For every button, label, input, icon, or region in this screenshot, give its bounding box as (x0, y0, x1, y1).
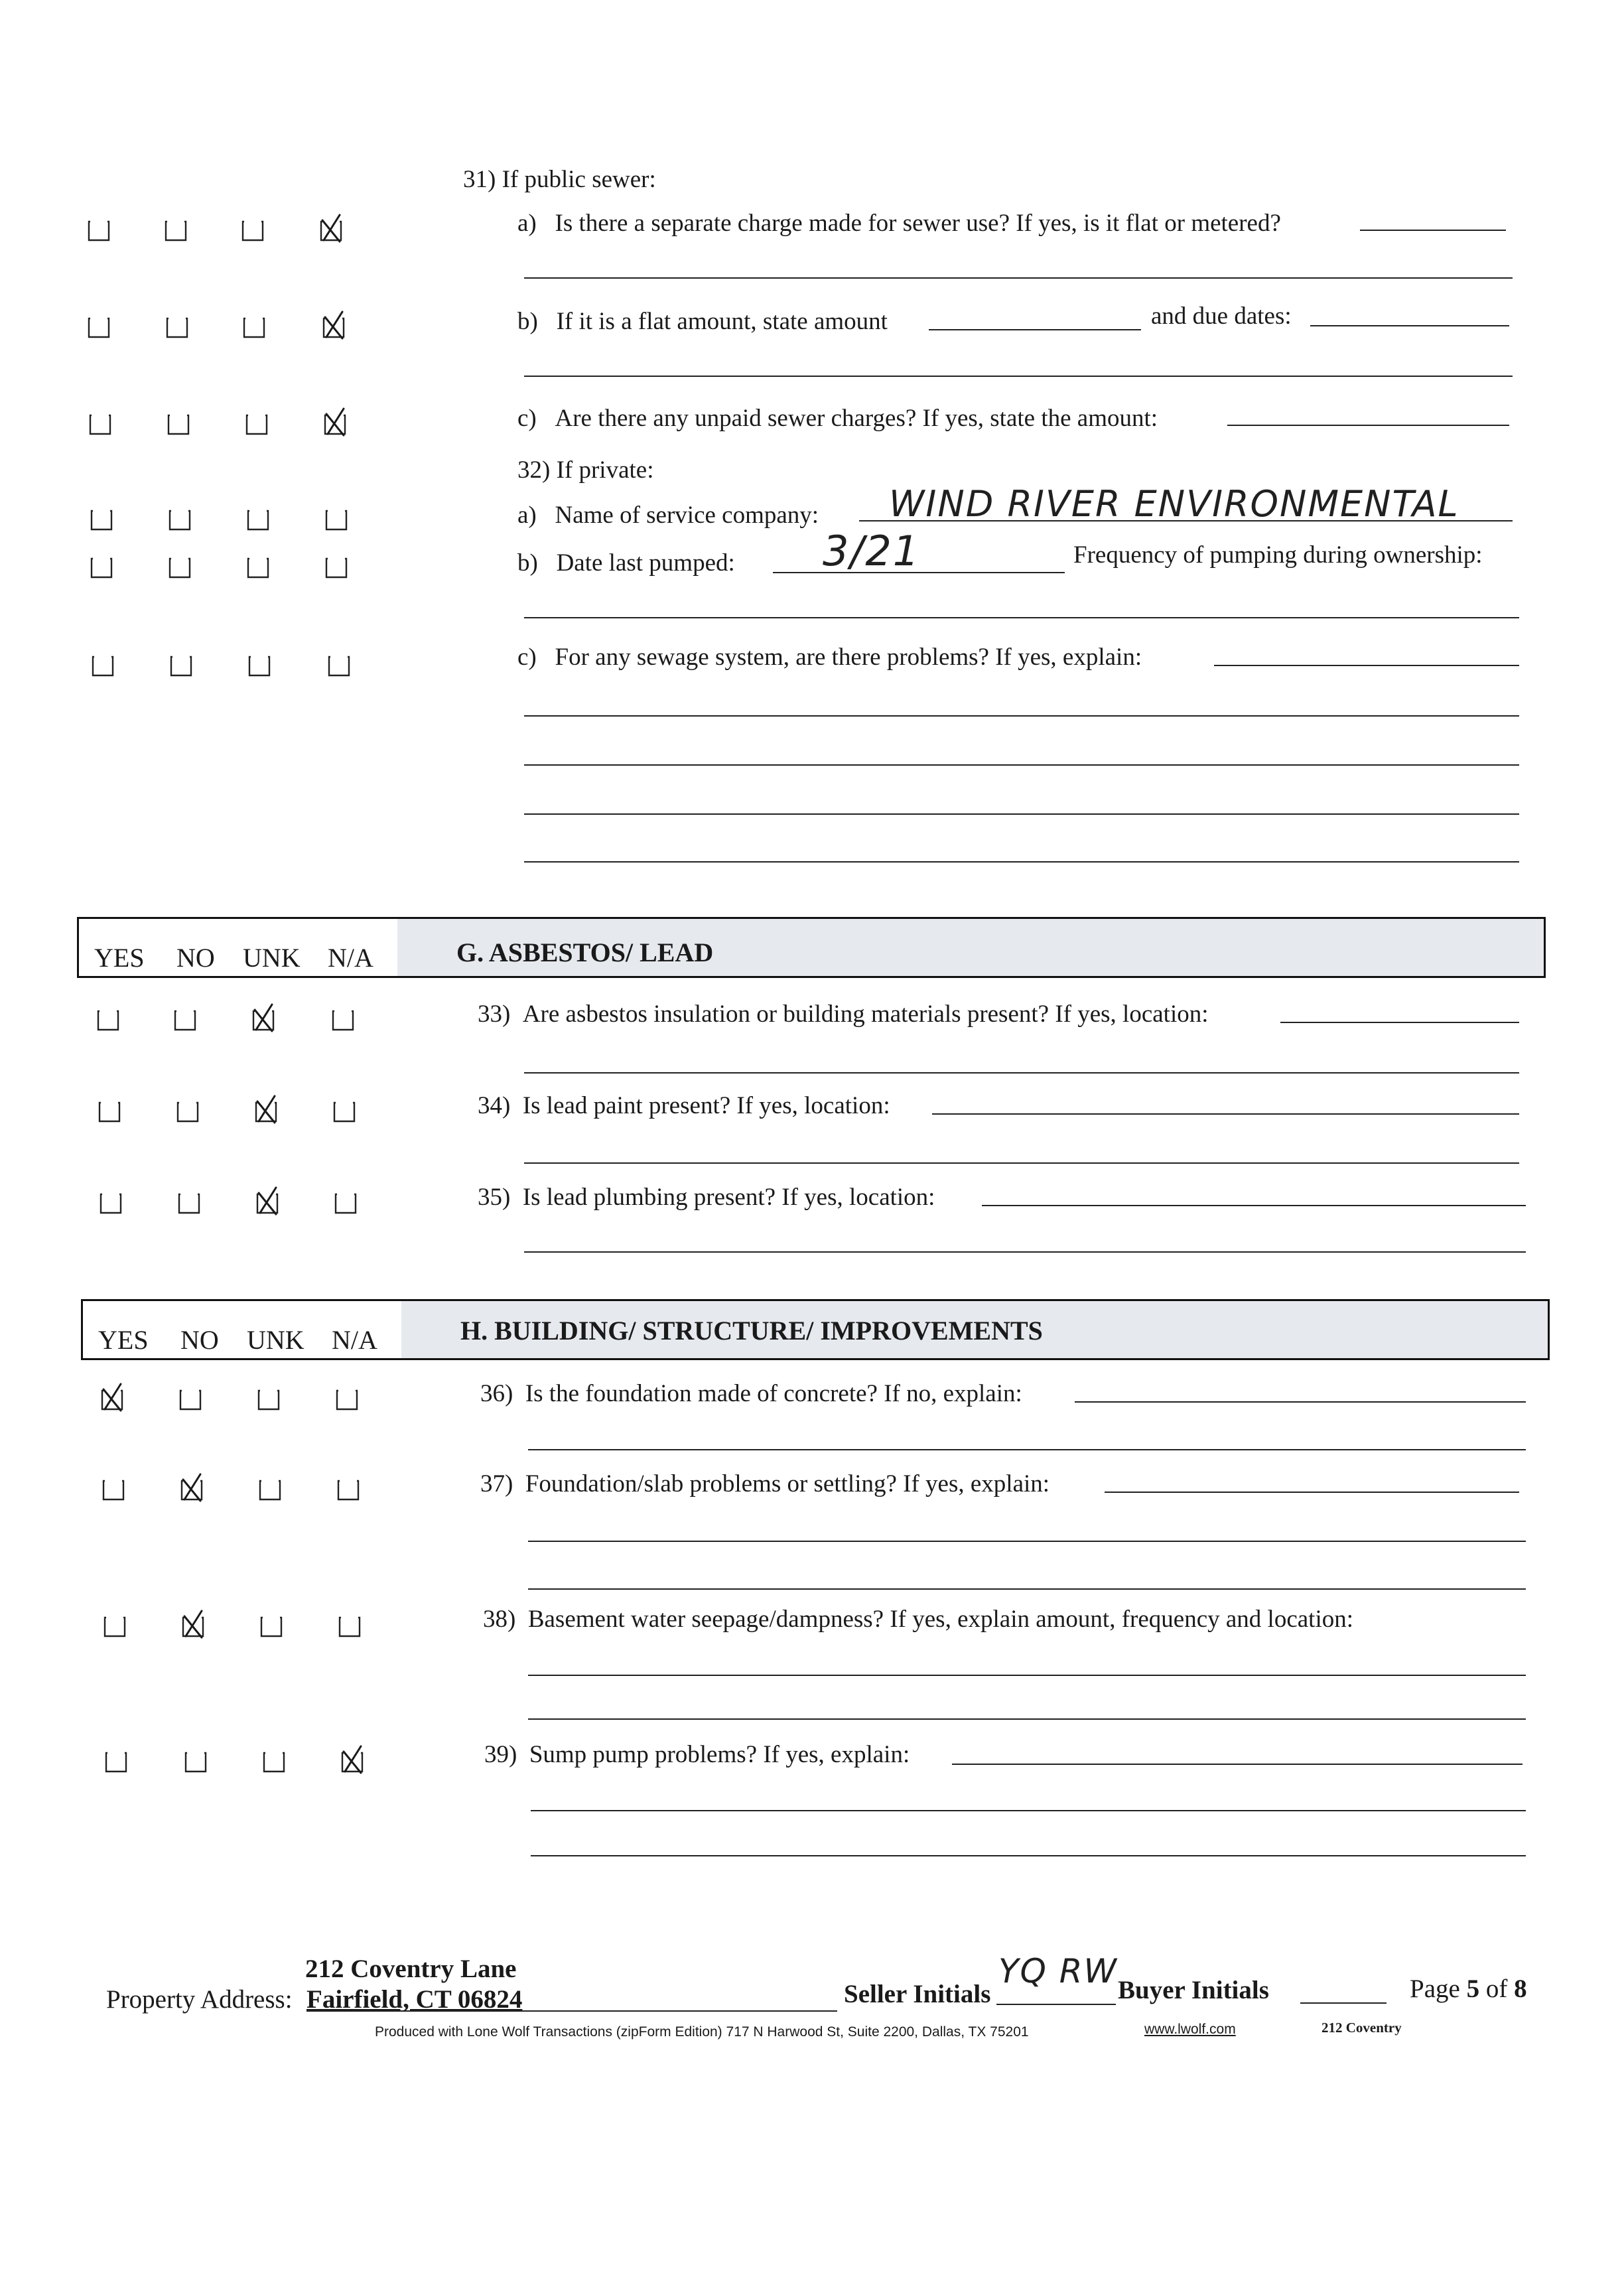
checkbox-bracket-icon (332, 1008, 354, 1031)
answer-line[interactable] (1214, 665, 1519, 666)
check-mark-icon (257, 1096, 275, 1123)
answer-line[interactable] (524, 813, 1519, 815)
checkbox-bracket-icon (89, 413, 111, 435)
q36-checkbox-na[interactable] (336, 1388, 358, 1411)
q39-checkbox-yes[interactable] (105, 1750, 127, 1773)
checkbox-bracket-icon (247, 556, 269, 579)
checkbox-bracket-icon (102, 1478, 125, 1501)
section-h-title: H. BUILDING/ STRUCTURE/ IMPROVEMENTS (460, 1316, 1043, 1346)
answer-line[interactable] (528, 1588, 1526, 1590)
page-of: of (1479, 1975, 1515, 2003)
col-yes: YES (94, 943, 145, 973)
page-current: 5 (1466, 1975, 1480, 2003)
service-company-answer: WIND RIVER ENVIRONMENTAL (889, 483, 1459, 525)
buyer-initials-field[interactable] (1300, 2002, 1387, 2004)
seller-initials-field[interactable] (996, 2004, 1116, 2005)
q31a-checkbox-yes[interactable] (88, 219, 110, 242)
col-unk: UNK (243, 943, 301, 973)
checkbox-bracket-icon (320, 219, 342, 242)
check-mark-icon (326, 409, 344, 435)
answer-line[interactable] (1280, 1022, 1519, 1023)
q33-checkbox-unk[interactable] (252, 1008, 275, 1031)
checkbox-bracket-icon (338, 1615, 361, 1637)
q34-text: 34) Is lead paint present? If yes, location: (478, 1092, 890, 1119)
q37-checkbox-unk[interactable] (259, 1478, 281, 1501)
answer-line[interactable] (524, 861, 1519, 863)
q39-checkbox-unk[interactable] (263, 1750, 285, 1773)
answer-line[interactable] (528, 1449, 1526, 1450)
answer-line[interactable] (528, 1675, 1526, 1676)
checkbox-bracket-icon (328, 654, 350, 677)
q34-checkbox-na[interactable] (333, 1100, 356, 1123)
q31b-due-text: and due dates: (1151, 303, 1292, 330)
q31c-checkbox-unk[interactable] (245, 413, 268, 435)
q32a-checkbox-no[interactable] (169, 508, 191, 531)
checkbox-bracket-icon (325, 556, 348, 579)
checkbox-bracket-icon (101, 1388, 123, 1411)
checkbox-bracket-icon (325, 508, 348, 531)
check-mark-icon (255, 1005, 272, 1031)
checkbox-bracket-icon (180, 1478, 203, 1501)
checkbox-bracket-icon (167, 413, 190, 435)
answer-line[interactable] (952, 1764, 1522, 1765)
q35-checkbox-unk[interactable] (256, 1192, 279, 1214)
checkbox-bracket-icon (336, 1388, 358, 1411)
amount-field[interactable] (929, 329, 1141, 330)
q36-checkbox-unk[interactable] (257, 1388, 280, 1411)
check-mark-icon (322, 215, 340, 242)
q32c-checkbox-yes[interactable] (92, 654, 114, 677)
checkbox-bracket-icon (322, 316, 345, 338)
q36-checkbox-yes[interactable] (101, 1388, 123, 1411)
form-short-name: 212 Coventry (1321, 2020, 1402, 2036)
q38-checkbox-na[interactable] (338, 1615, 361, 1637)
col-unk: UNK (247, 1325, 304, 1355)
q32-label: 32) If private: (517, 456, 654, 484)
q32c-checkbox-na[interactable] (328, 654, 350, 677)
q33-checkbox-na[interactable] (332, 1008, 354, 1031)
q33-checkbox-no[interactable] (174, 1008, 196, 1031)
amount-field[interactable] (1227, 425, 1509, 426)
address-label: Property Address: (106, 1985, 293, 2014)
q31a-text: a) Is there a separate charge made for sewer use? If yes, is it flat or metered? (517, 210, 1281, 237)
checkbox-bracket-icon (88, 219, 110, 242)
checkbox-bracket-icon (241, 219, 264, 242)
q34-checkbox-no[interactable] (176, 1100, 199, 1123)
q31b-checkbox-yes[interactable] (88, 316, 110, 338)
q31c-checkbox-na[interactable] (324, 413, 346, 435)
q31a-checkbox-no[interactable] (165, 219, 187, 242)
q38-checkbox-yes[interactable] (103, 1615, 126, 1637)
answer-line[interactable] (524, 764, 1519, 766)
q32b-text: b) Date last pumped: (517, 549, 735, 577)
due-dates-field[interactable] (1310, 325, 1509, 326)
checkbox-bracket-icon (333, 1100, 356, 1123)
checkbox-bracket-icon (165, 219, 187, 242)
col-no: NO (176, 943, 215, 973)
check-mark-icon (183, 1474, 200, 1501)
answer-line[interactable] (524, 376, 1513, 377)
answer-line[interactable] (528, 1541, 1526, 1542)
col-yes: YES (98, 1325, 149, 1355)
checkbox-bracket-icon (174, 1008, 196, 1031)
checkbox-bracket-icon (170, 654, 192, 677)
q37-checkbox-yes[interactable] (102, 1478, 125, 1501)
answer-line[interactable] (524, 1162, 1519, 1164)
checkbox-bracket-icon (178, 1192, 200, 1214)
check-mark-icon (259, 1188, 276, 1214)
q39-text: 39) Sump pump problems? If yes, explain: (484, 1741, 910, 1768)
col-na: N/A (328, 943, 373, 973)
check-mark-icon (325, 312, 342, 338)
answer-line[interactable] (531, 1810, 1526, 1811)
checkbox-bracket-icon (257, 1388, 280, 1411)
q38-text: 38) Basement water seepage/dampness? If yes, explain amount, frequency and location: (483, 1606, 1354, 1633)
q34-checkbox-unk[interactable] (255, 1100, 277, 1123)
q32a-checkbox-yes[interactable] (90, 508, 113, 531)
q35-checkbox-yes[interactable] (100, 1192, 122, 1214)
produced-with-text: Produced with Lone Wolf Transactions (zipForm Edition) 717 N Harwood St, Suite 2200, Dallas, TX 75201 (375, 2024, 1029, 2040)
checkbox-bracket-icon (255, 1100, 277, 1123)
checkbox-bracket-icon (182, 1615, 204, 1637)
q39-checkbox-na[interactable] (341, 1750, 364, 1773)
checkbox-bracket-icon (176, 1100, 199, 1123)
q38-checkbox-unk[interactable] (260, 1615, 283, 1637)
q37-checkbox-no[interactable] (180, 1478, 203, 1501)
checkbox-bracket-icon (252, 1008, 275, 1031)
address-line2: Fairfield, CT 06824 (306, 1985, 523, 2014)
page-total: 8 (1514, 1975, 1527, 2003)
checkbox-bracket-icon (184, 1750, 207, 1773)
answer-line[interactable] (524, 1072, 1519, 1074)
lwolf-link[interactable]: www.lwolf.com (1144, 2022, 1236, 2037)
checkbox-bracket-icon (243, 316, 265, 338)
answer-line[interactable] (524, 1251, 1526, 1253)
q31b-checkbox-no[interactable] (166, 316, 188, 338)
page-number (1410, 1976, 1527, 2002)
checkbox-bracket-icon (334, 1192, 357, 1214)
answer-line[interactable] (1075, 1401, 1526, 1403)
q31c-checkbox-no[interactable] (167, 413, 190, 435)
q32b-checkbox-na[interactable] (325, 556, 348, 579)
answer-line[interactable] (932, 1113, 1519, 1115)
q31b-text: b) If it is a flat amount, state amount (517, 308, 888, 335)
checkbox-bracket-icon (256, 1192, 279, 1214)
q32b-checkbox-no[interactable] (169, 556, 191, 579)
checkbox-bracket-icon (92, 654, 114, 677)
q32a-checkbox-na[interactable] (325, 508, 348, 531)
checkbox-bracket-icon (88, 316, 110, 338)
q35-text: 35) Is lead plumbing present? If yes, location: (478, 1184, 935, 1211)
seller-initials: YQ RW (998, 1952, 1118, 1990)
address-line1: 212 Coventry Lane (305, 1955, 517, 1983)
checkbox-bracket-icon (245, 413, 268, 435)
q35-checkbox-na[interactable] (334, 1192, 357, 1214)
answer-line[interactable] (524, 617, 1519, 618)
check-mark-icon (344, 1746, 361, 1773)
answer-line[interactable] (531, 1855, 1526, 1856)
seller-initials-label: Seller Initials (844, 1980, 991, 2008)
q32b-checkbox-unk[interactable] (247, 556, 269, 579)
q38-checkbox-no[interactable] (182, 1615, 204, 1637)
date-pumped-field[interactable] (773, 572, 1065, 573)
checkbox-bracket-icon (341, 1750, 364, 1773)
checkbox-bracket-icon (100, 1192, 122, 1214)
checkbox-bracket-icon (103, 1615, 126, 1637)
section-g-title: G. ASBESTOS/ LEAD (456, 938, 714, 967)
address-field[interactable] (306, 2010, 837, 2012)
pumping-frequency-text: Frequency of pumping during ownership: (1073, 541, 1483, 569)
q31c-checkbox-yes[interactable] (89, 413, 111, 435)
q31a-checkbox-na[interactable] (320, 219, 342, 242)
q32c-checkbox-unk[interactable] (248, 654, 271, 677)
checkbox-bracket-icon (97, 1008, 119, 1031)
checkbox-bracket-icon (263, 1750, 285, 1773)
checkbox-bracket-icon (169, 508, 191, 531)
checkbox-bracket-icon (105, 1750, 127, 1773)
q36-checkbox-no[interactable] (179, 1388, 202, 1411)
q32c-text: c) For any sewage system, are there problems? If yes, explain: (517, 644, 1142, 671)
checkbox-bracket-icon (248, 654, 271, 677)
answer-line[interactable] (982, 1205, 1526, 1206)
buyer-initials-label: Buyer Initials (1118, 1976, 1269, 2004)
col-no: NO (180, 1325, 219, 1355)
q36-text: 36) Is the foundation made of concrete? If no, explain: (480, 1380, 1022, 1407)
date-pumped-answer: 3/21 (823, 527, 921, 575)
checkbox-bracket-icon (324, 413, 346, 435)
q33-text: 33) Are asbestos insulation or building materials present? If yes, location: (478, 1001, 1209, 1028)
q31c-text: c) Are there any unpaid sewer charges? If yes, state the amount: (517, 405, 1158, 432)
checkbox-bracket-icon (260, 1615, 283, 1637)
answer-line[interactable] (1105, 1492, 1519, 1493)
q32a-checkbox-unk[interactable] (247, 508, 269, 531)
q32a-text: a) Name of service company: (517, 502, 819, 529)
q37-text: 37) Foundation/slab problems or settling? If yes, explain: (480, 1470, 1050, 1497)
checkbox-bracket-icon (166, 316, 188, 338)
q37-checkbox-na[interactable] (337, 1478, 360, 1501)
q31b-checkbox-unk[interactable] (243, 316, 265, 338)
q32c-checkbox-no[interactable] (170, 654, 192, 677)
checkbox-bracket-icon (169, 556, 191, 579)
check-mark-icon (184, 1611, 202, 1637)
q31b-checkbox-na[interactable] (322, 316, 345, 338)
check-mark-icon (103, 1384, 121, 1411)
page-prefix: Page (1410, 1975, 1467, 2003)
answer-line[interactable] (528, 1718, 1526, 1720)
q31-label: 31) If public sewer: (463, 166, 656, 193)
col-na: N/A (332, 1325, 377, 1355)
q32b-checkbox-yes[interactable] (90, 556, 113, 579)
service-company-field[interactable] (859, 520, 1513, 521)
checkbox-bracket-icon (90, 508, 113, 531)
checkbox-bracket-icon (90, 556, 113, 579)
answer-line[interactable] (524, 715, 1519, 717)
q33-checkbox-yes[interactable] (97, 1008, 119, 1031)
q34-checkbox-yes[interactable] (98, 1100, 121, 1123)
q31a-checkbox-unk[interactable] (241, 219, 264, 242)
checkbox-bracket-icon (247, 508, 269, 531)
q35-checkbox-no[interactable] (178, 1192, 200, 1214)
q39-checkbox-no[interactable] (184, 1750, 207, 1773)
answer-line[interactable] (524, 277, 1513, 279)
answer-line[interactable] (1360, 230, 1506, 231)
checkbox-bracket-icon (179, 1388, 202, 1411)
checkbox-bracket-icon (337, 1478, 360, 1501)
checkbox-bracket-icon (98, 1100, 121, 1123)
checkbox-bracket-icon (259, 1478, 281, 1501)
